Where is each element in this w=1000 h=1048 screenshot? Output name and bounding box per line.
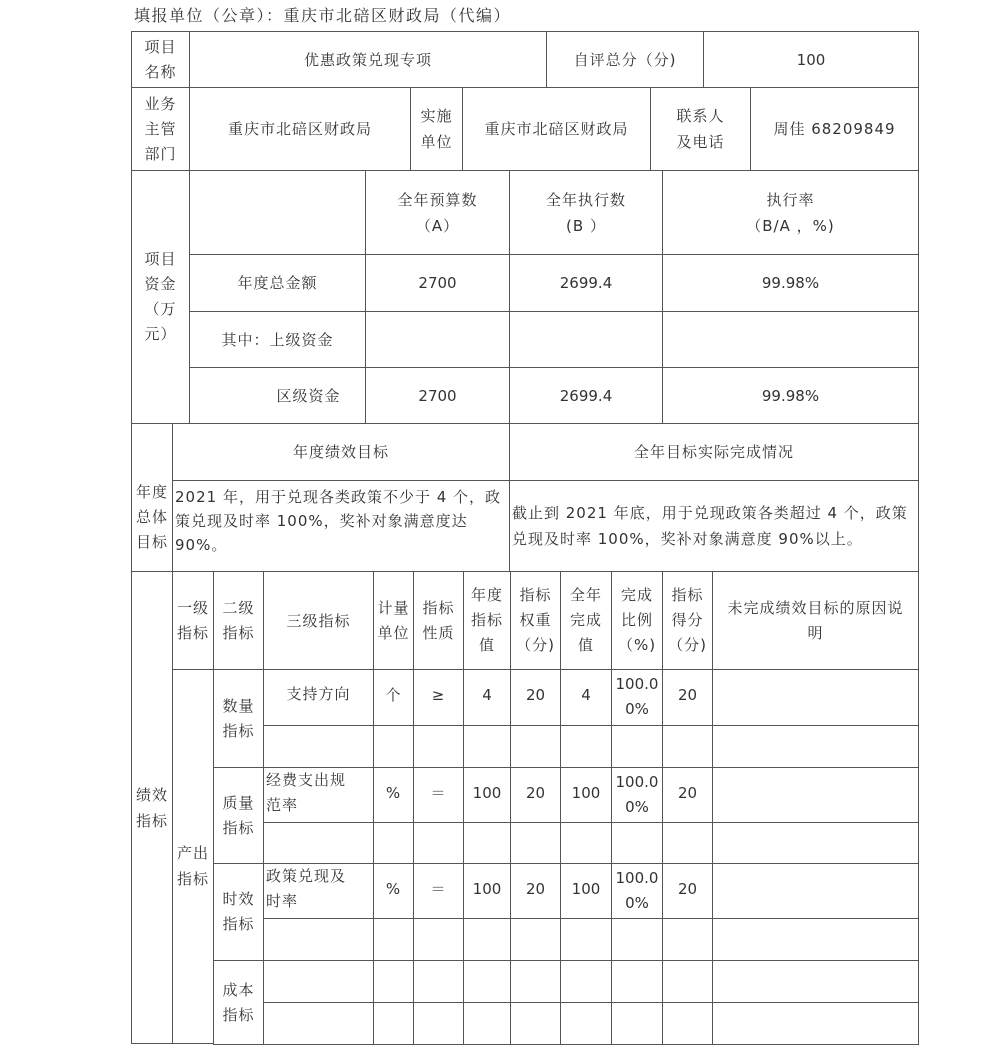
level2-group-text: 数量 指标	[222, 696, 255, 740]
indicator-cell-reason	[712, 822, 919, 864]
indicator-cell-actual	[560, 918, 612, 961]
dept-text: 重庆市北碚区财政局	[227, 120, 372, 138]
indicator-cell-unit-text: 个	[385, 686, 402, 704]
indicator-cell-actual	[560, 669, 612, 726]
indicator-cell-nature	[413, 918, 464, 961]
indicator-cell-nature-text: ＝	[430, 784, 447, 802]
self-score-value	[703, 31, 919, 88]
level2-group-text: 质量 指标	[222, 793, 255, 837]
funds-row-budget	[365, 367, 510, 424]
indicator-cell-ratio-text: 100.0 0%	[615, 773, 659, 816]
indicator-cell-name	[263, 767, 374, 823]
indicator-cell-name	[263, 960, 374, 1003]
col-level3	[263, 571, 374, 670]
indicator-cell-score	[662, 863, 713, 919]
indicator-cell-weight	[510, 960, 561, 1003]
indicator-cell-actual-text: 100	[571, 784, 601, 802]
indicator-cell-unit	[373, 1002, 414, 1045]
indicator-cell-weight	[510, 767, 561, 823]
self-score-label-text: 自评总分（分)	[573, 50, 677, 69]
indicator-cell-reason	[712, 725, 919, 768]
level2-group	[213, 669, 264, 768]
funds-row-label	[189, 367, 366, 424]
level2-group	[213, 863, 264, 961]
col-reason	[712, 571, 919, 670]
col-weight	[510, 571, 561, 670]
indicator-cell-reason	[712, 1002, 919, 1045]
goals-target-text-content: 2021 年，用于兑现各类政策不少于 4 个，政策兑现及时率 100%，奖补对象满意度达 90%。	[175, 488, 502, 554]
funds-row-exec	[509, 367, 663, 424]
level2-group-text: 时效 指标	[222, 890, 255, 933]
impl-text: 重庆市北碚区财政局	[484, 120, 629, 138]
self-score-text: 100	[796, 50, 826, 69]
funds-row-label-text: 区级资金	[276, 386, 341, 405]
col-actual-value-text: 全年 完成 值	[569, 586, 602, 654]
col-reason-text: 未完成绩效目标的原因说 明	[727, 598, 904, 642]
indicator-cell-score	[662, 918, 713, 961]
project-name-label-text: 项目 名称	[144, 37, 177, 81]
project-name-label	[131, 31, 190, 88]
indicator-cell-ratio	[611, 725, 663, 768]
indicator-cell-weight	[510, 863, 561, 919]
funds-row-label	[189, 254, 366, 312]
indicator-cell-reason	[712, 863, 919, 919]
col-level2	[213, 571, 264, 670]
funds-row-label-text: 其中：上级资金	[221, 330, 334, 349]
level2-group	[213, 960, 264, 1045]
indicator-cell-actual	[560, 822, 612, 864]
dept-label	[131, 87, 190, 171]
col-ratio	[611, 571, 663, 670]
indicator-cell-ratio	[611, 767, 663, 823]
indicator-cell-unit	[373, 822, 414, 864]
indicator-cell-weight	[510, 822, 561, 864]
col-unit-text: 计量 单位	[377, 598, 410, 642]
col-weight-text: 指标 权重 （分)	[516, 586, 555, 654]
indicator-cell-name	[263, 863, 374, 919]
impl-value	[462, 87, 651, 171]
indicator-cell-value	[463, 863, 511, 919]
contact-text: 周佳 68209849	[773, 120, 896, 138]
indicator-cell-name	[263, 822, 374, 864]
goals-actual-text	[509, 480, 919, 572]
goals-target-header-text: 年度绩效目标	[292, 443, 389, 461]
col-nature	[413, 571, 464, 670]
impl-label	[410, 87, 463, 171]
funds-row-rate	[662, 367, 919, 424]
col-level1	[172, 571, 214, 670]
indicator-cell-actual	[560, 725, 612, 768]
project-name-text: 优惠政策兑现专项	[303, 50, 432, 69]
funds-row-exec	[509, 254, 663, 312]
indicator-cell-unit-text: %	[385, 880, 402, 898]
contact-label	[650, 87, 751, 171]
col-unit	[373, 571, 414, 670]
indicator-cell-score-text: 20	[677, 784, 698, 802]
indicator-cell-actual	[560, 1002, 612, 1045]
funds-row-budget-text: 2700	[418, 386, 457, 405]
col-score-text: 指标 得分 （分)	[668, 586, 707, 654]
indicator-cell-name	[263, 669, 374, 726]
indicator-cell-value-text: 100	[472, 784, 502, 802]
indicator-cell-score-text: 20	[677, 686, 698, 704]
col-ratio-text: 完成 比例 （%)	[617, 586, 657, 654]
indicator-cell-score	[662, 725, 713, 768]
indicator-cell-nature	[413, 669, 464, 726]
funds-col-budget	[365, 170, 510, 255]
funds-row-label	[189, 311, 366, 368]
indicator-cell-value	[463, 669, 511, 726]
indicator-cell-value	[463, 960, 511, 1003]
contact-value	[750, 87, 919, 171]
goals-label-text: 年度 总体 目标	[135, 483, 168, 551]
indicator-cell-value-text: 100	[472, 880, 502, 898]
funds-col-exec-text: 全年执行数 (B ）	[545, 190, 626, 235]
indicator-cell-unit	[373, 669, 414, 726]
indicator-cell-weight-text: 20	[525, 880, 546, 898]
col-annual-value-text: 年度 指标 值	[470, 586, 503, 654]
funds-col-rate	[662, 170, 919, 255]
level2-group	[213, 767, 264, 864]
indicator-cell-value	[463, 725, 511, 768]
col-level1-text: 一级 指标	[176, 598, 209, 642]
fill-unit-header: 填报单位（公章）：重庆市北碚区财政局（代编）	[134, 6, 512, 25]
goals-label	[131, 423, 173, 572]
indicator-cell-weight	[510, 1002, 561, 1045]
dept-value	[189, 87, 411, 171]
project-name-value	[189, 31, 547, 88]
funds-row-rate	[662, 311, 919, 368]
indicator-cell-ratio	[611, 669, 663, 726]
funds-row-budget	[365, 254, 510, 312]
funds-row-budget-text: 2700	[418, 274, 457, 292]
funds-col-rate-text: 执行率 （B/A ，%)	[746, 190, 835, 235]
indicator-cell-unit	[373, 767, 414, 823]
indicator-cell-value	[463, 918, 511, 961]
col-score	[662, 571, 713, 670]
indicator-cell-value	[463, 822, 511, 864]
indicator-cell-value	[463, 1002, 511, 1045]
indicator-cell-unit-text: %	[385, 784, 402, 802]
self-score-label	[546, 31, 704, 88]
indicator-cell-score	[662, 822, 713, 864]
indicator-cell-weight	[510, 725, 561, 768]
indicator-cell-ratio	[611, 822, 663, 864]
funds-row-exec-text: 2699.4	[559, 386, 613, 405]
indicator-cell-actual	[560, 767, 612, 823]
indicator-cell-weight	[510, 918, 561, 961]
col-annual-value	[463, 571, 511, 670]
funds-col-budget-text: 全年预算数 （A）	[397, 190, 478, 235]
indicator-cell-actual	[560, 960, 612, 1003]
goals-actual-header	[509, 423, 919, 481]
funds-row-budget	[365, 311, 510, 368]
indicator-cell-reason	[712, 960, 919, 1003]
indicator-cell-score	[662, 960, 713, 1003]
indicator-cell-score-text: 20	[677, 880, 698, 898]
indicator-cell-value	[463, 767, 511, 823]
goals-target-header	[172, 423, 510, 481]
funds-row-label-text: 年度总金额	[237, 274, 318, 292]
funds-header-blank	[189, 170, 366, 255]
indicator-cell-unit	[373, 918, 414, 961]
indicator-cell-name-text: 支持方向	[286, 685, 351, 703]
indicator-cell-nature-text: ＝	[430, 880, 447, 898]
indicator-cell-ratio-text: 100.0 0%	[615, 675, 659, 718]
indicator-cell-nature	[413, 1002, 464, 1045]
level1-output-text: 产出 指标	[176, 843, 209, 888]
col-nature-text: 指标 性质	[422, 598, 455, 642]
level1-output	[172, 669, 214, 1044]
indicator-cell-reason	[712, 669, 919, 726]
level2-group-text: 成本 指标	[222, 980, 255, 1024]
funds-label-text: 项目 资金 （万 元）	[144, 250, 177, 343]
indicator-cell-value-text: 4	[482, 686, 492, 704]
indicator-cell-score	[662, 767, 713, 823]
indicators-label	[131, 571, 173, 1044]
indicator-cell-actual	[560, 863, 612, 919]
indicator-cell-actual-text: 4	[581, 686, 591, 704]
funds-row-exec-text: 2699.4	[559, 274, 613, 292]
col-level3-text: 三级指标	[286, 611, 351, 630]
contact-label-text: 联系人 及电话	[676, 107, 725, 151]
indicator-cell-ratio	[611, 960, 663, 1003]
indicator-cell-name-text: 政策兑现及 时率	[266, 867, 347, 910]
indicator-cell-unit	[373, 863, 414, 919]
indicator-cell-ratio	[611, 918, 663, 961]
indicator-cell-name	[263, 1002, 374, 1045]
indicator-cell-nature-text: ≥	[431, 686, 446, 704]
indicator-cell-ratio	[611, 863, 663, 919]
indicator-cell-name	[263, 918, 374, 961]
indicator-cell-actual-text: 100	[571, 880, 601, 898]
indicator-cell-reason	[712, 767, 919, 823]
indicator-cell-nature	[413, 767, 464, 823]
goals-actual-text-content: 截止到 2021 年底，用于兑现政策各类超过 4 个，政策兑现及时率 100%，奖补对象满意度 90%以上。	[512, 504, 908, 548]
goals-target-text	[172, 480, 510, 572]
goals-actual-header-text: 全年目标实际完成情况	[633, 443, 794, 461]
indicator-cell-unit	[373, 725, 414, 768]
indicator-cell-nature	[413, 725, 464, 768]
funds-label	[131, 170, 190, 424]
indicator-cell-nature	[413, 960, 464, 1003]
indicator-cell-ratio-text: 100.0 0%	[615, 869, 659, 912]
funds-row-rate-text: 99.98%	[761, 274, 820, 292]
indicator-cell-nature	[413, 863, 464, 919]
indicator-cell-name-text: 经费支出规 范率	[266, 771, 347, 814]
indicator-cell-score	[662, 1002, 713, 1045]
indicator-cell-unit	[373, 960, 414, 1003]
indicator-cell-weight-text: 20	[525, 686, 546, 704]
indicator-cell-name	[263, 725, 374, 768]
indicator-cell-weight	[510, 669, 561, 726]
impl-label-text: 实施 单位	[420, 107, 453, 151]
indicator-cell-score	[662, 669, 713, 726]
dept-label-text: 业务 主管 部门	[144, 94, 177, 163]
col-actual-value	[560, 571, 612, 670]
col-level2-text: 二级 指标	[222, 598, 255, 642]
funds-col-exec	[509, 170, 663, 255]
funds-row-exec	[509, 311, 663, 368]
funds-row-rate	[662, 254, 919, 312]
indicators-label-text: 绩效 指标	[135, 785, 168, 830]
indicator-cell-ratio	[611, 1002, 663, 1045]
indicator-cell-reason	[712, 918, 919, 961]
indicator-cell-weight-text: 20	[525, 784, 546, 802]
indicator-cell-nature	[413, 822, 464, 864]
funds-row-rate-text: 99.98%	[761, 386, 820, 405]
